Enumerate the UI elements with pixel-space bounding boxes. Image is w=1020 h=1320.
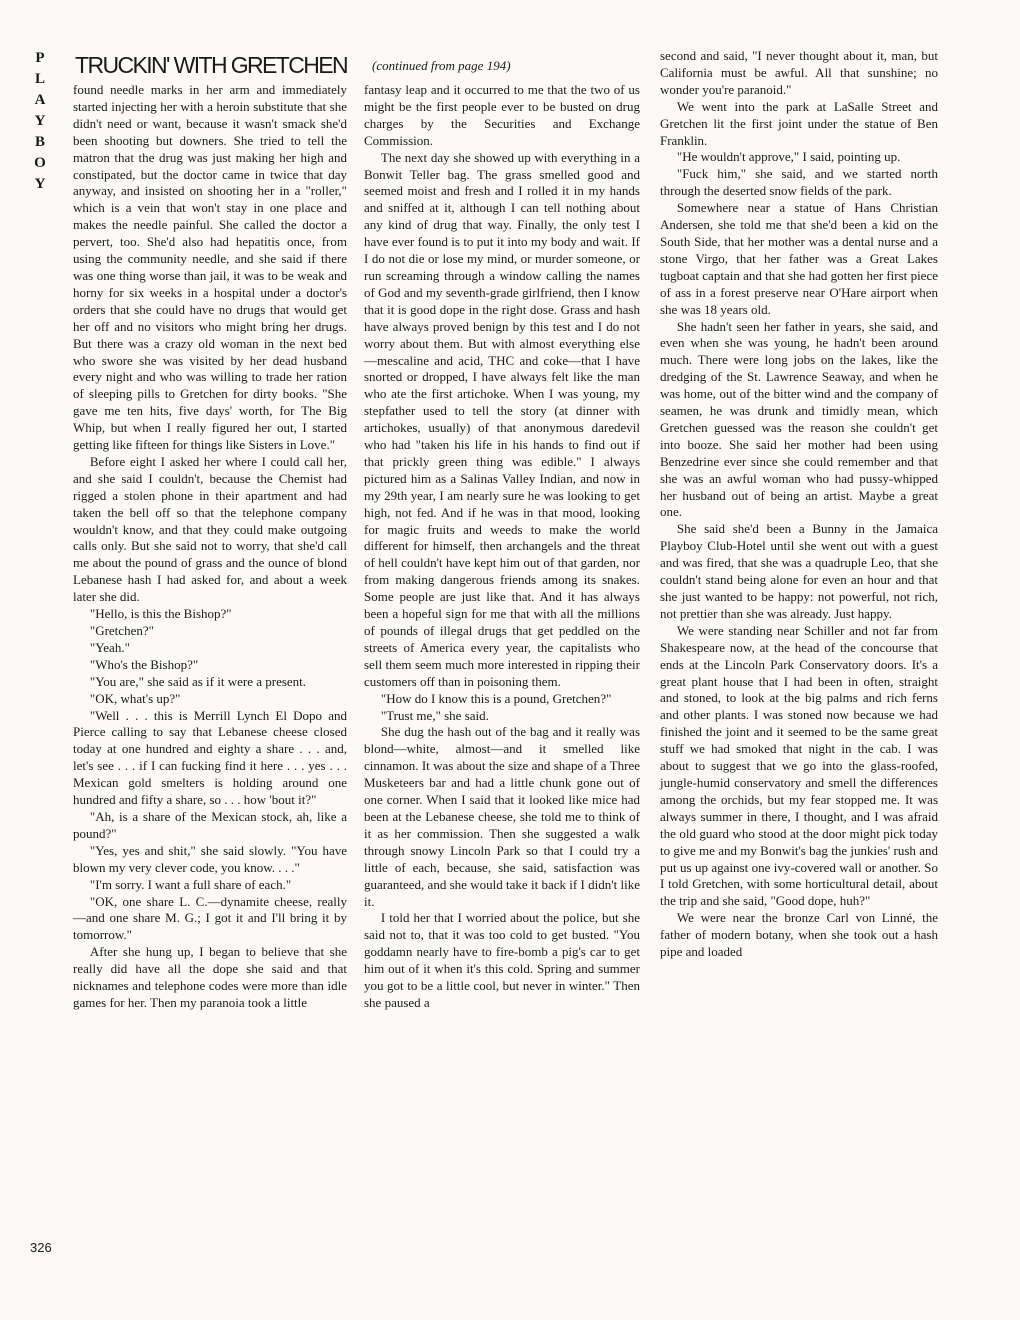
paragraph: "Trust me," she said. [380, 707, 489, 723]
paragraph: "OK, what's up?" [89, 690, 181, 706]
text-column-2 [364, 82, 640, 1012]
brand-letter: O [34, 155, 46, 171]
paragraph: "I'm sorry. I want a full share of each." [89, 876, 292, 892]
brand-letter: A [34, 92, 46, 108]
paragraph: We were standing near Schiller and not far from Shakespeare now, at the head of the concourse that ends at the Lincoln Park Conservatory doors. It's a great plant house that I had been in often, straight and stoned, to look at the big palms and rich ferns and other plants. I was stoned now because we had finished the joint and it seemed to be the same great stuff we had smoked that night in the cab. I was about to suggest that we go into the glass-roofed, jungle-humid conservatory and smell the differences among the orchids, but my fear stopped me. It was always summer in there, I thought, and I was afraid the old guard who stood at the door might pick today to give me and my Bonwit's bag the junkies' rush and put us up against one ivy-covered wall or another. So I told Gretchen, with some horticultural detail, about the trip and she said, "Good dope, huh?" [660, 622, 938, 909]
paragraph: second and said, "I never thought about it, man, but California must be awful. All that sunshine; no wonder you're paranoid." [660, 48, 938, 97]
magazine-name-vertical [30, 48, 50, 195]
paragraph: "Gretchen?" [89, 623, 154, 638]
paragraph: "Who's the Bishop?" [89, 656, 199, 672]
continued-from-note: (continued from page 194) [372, 58, 511, 73]
paragraph: "How do I know this is a pound, Gretchen?" [380, 690, 612, 706]
paragraph: Somewhere near a statue of Hans Christian Andersen, she told me that she'd been a kid on the South Side, that her mother was a dental nurse and a stone Virgo, that her father was a Great Lakes tugboat captain and that she had gotten her first piece of ass in a forest preserve near O'Hare airport when she was 18 years old. [660, 200, 938, 317]
brand-letter: P [35, 50, 45, 66]
text-column-3 [660, 48, 938, 961]
paragraph: "Fuck him," she said, and we started north through the deserted snow fields of the park. [660, 166, 938, 199]
text-column-1 [73, 82, 347, 1012]
paragraph: "Well . . . this is Merrill Lynch El Dopo and Pierce calling to say that Lebanese cheese closed today at one hundred and eighty a share . . . and, let's see . . . if I can fucking find it here . . . yes . . . Mexican gold smelters is holding around one hundred and fifty a share, so . . . how 'bout it?" [73, 707, 347, 808]
article-headline: TRUCKIN' WITH GRETCHEN [75, 52, 348, 78]
paragraph: found needle marks in her arm and immediately started injecting her with a heroin substitute that she didn't need or want, because it wasn't smack she'd been shooting but downers. She tried to tell the matron that the drug was just making her high and constipated, but the doctor came in twice that day anyway, and insisted on shooting her in a "roller," which is a vein that won't stay in one place and makes the needle painful. She called the doctor a pervert, too. She'd also had hepatitis once, from using the community needle, and she said if there was one thing worse than jail, it was to be weak and horny for six weeks in a hospital under a doctor's orders that she could have no drugs that would get her off and no visitors who might bring her drugs. But there was a crazy old woman in the next bed who swore she was visited by her dead husband every night and who was willing to trade her ration of sleeping pills to Gretchen for dirty books. "She gave me ten hits, five days' worth, for The Big Whip, but when I really figured her out, I started getting like fifteen for things like Sisters in Love." [73, 82, 347, 453]
paragraph: Before eight I asked her where I could call her, and she said I couldn't, because the Chemist had rigged a stolen phone in their apartment and had taken the bell off so that the telephone company wouldn't know, and that they could make outgoing calls only. But she said not to worry, that she'd call me about the pound of grass and the ounce of blond Lebanese hash I had asked for, and about a week later she did. [73, 453, 347, 605]
page-number: 326 [30, 1240, 52, 1255]
paragraph: "Ah, is a share of the Mexican stock, ah, like a pound?" [73, 808, 347, 841]
paragraph: fantasy leap and it occurred to me that the two of us might be the first people ever to be busted on drug charges by the Securities and Exchange Commission. [364, 82, 640, 148]
paragraph: She dug the hash out of the bag and it really was blond—white, almost—and it smelled like cinnamon. It was about the size and shape of a Three Musketeers bar and had a little chunk gone out of one corner. When I said that it looked like mice had been at the Lebanese cheese, she told me to think of it as her commission. Then she suggested a walk through snowy Lincoln Park so that I could try a little of each, because, she said, satisfaction was guaranteed, and she would take it back if I didn't like it. [364, 724, 640, 909]
brand-letter: B [34, 134, 45, 150]
brand-letter: L [34, 71, 45, 87]
paragraph: "You are," she said as if it were a present. [89, 673, 307, 689]
paragraph: She said she'd been a Bunny in the Jamaica Playboy Club-Hotel until she went out with a guest and was fired, that she was a quadruple Leo, that she couldn't stand being alone for even an hour and that she just wanted to be happy: not powerful, not rich, not prettier than she was already. Just happy. [660, 521, 938, 621]
paragraph: "OK, one share L. C.—dynamite cheese, really—and one share M. G.; I got it and I'll bring it by tomorrow." [73, 893, 347, 943]
paragraph: We were near the bronze Carl von Linné, the father of modern botany, when she took out a hash pipe and loaded [660, 910, 938, 960]
paragraph: "He wouldn't approve," I said, pointing up. [676, 149, 901, 165]
paragraph: The next day she showed up with everything in a Bonwit Teller bag. The grass smelled good and seemed moist and fresh and I rolled it in my hands and sniffed at it, although I can tell nothing about any kind of drug that way. Finally, the only test I have ever found is to put it into my body and wait. If I do not die or lose my mind, or murder someone, or run screaming through a window calling the names of God and my seventh-grade girlfriend, then I know that it is good dope in the right dose. Grass and hash have always proved benign by this test and I do not worry about them. But with almost everything else—mescaline and acid, THC and coke—that I have snorted or dropped, I have always felt like the man who ate the first artichoke. When I was young, my stepfather used to tell the story (at dinner with artichokes, usually) of that anonymous daredevil who had "taken his life in his hands to find out if that prickly green thing was edible." I always pictured him as a Salinas Valley Indian, and now in my 29th year, I am nearly sure he was looking to get high, not fed. And if he was in that mood, looking for magic fruits and weeds to make the world different for himself, then archangels and the threat of hell couldn't have kept him out of that garden, nor from making dangerous friends among its snakes. Some people are just like that. And it has always been a hopeful sign for me that with all the millions of pounds of illegal drugs that get peddled on the streets of America every year, the capitalists who sell them seem much more interested in ripping their customers off than in poisoning them. [364, 149, 640, 689]
brand-letter: Y [34, 176, 46, 192]
paragraph: She hadn't seen her father in years, she said, and even when she was young, he hadn't been around much. There were long jobs on the lakes, like the dredging of the St. Lawrence Seaway, and when he was home, out of the bitter wind and the company of seamen, he was drunk and timidly mean, which Gretchen guessed was the reason she couldn't get into booze. She said her mother had been using Benzedrine ever since she could remember and that she was an awful woman who had pussy-whipped her husband out of being an artist. Maybe a great one. [660, 318, 938, 520]
brand-letter: Y [34, 113, 46, 129]
paragraph: We went into the park at LaSalle Street and Gretchen lit the first joint under the statue of Ben Franklin. [660, 98, 938, 148]
paragraph: After she hung up, I began to believe that she really did have all the dope she said and that nicknames and telephone codes were more than idle games for her. Then my paranoia took a little [73, 944, 347, 1010]
paragraph: "Yes, yes and shit," she said slowly. "You have blown my very clever code, you know. . . ." [73, 842, 347, 875]
paragraph: "Yeah." [89, 639, 130, 655]
paragraph: "Hello, is this the Bishop?" [89, 606, 232, 622]
paragraph: I told her that I worried about the police, but she said not to, that it was too cold to get busted. "You goddamn nearly have to fire-bomb a pig's car to get him out of it when it's this cold. Spring and summer you got to be a little cool, but never in winter." Then she paused a [364, 910, 640, 1010]
